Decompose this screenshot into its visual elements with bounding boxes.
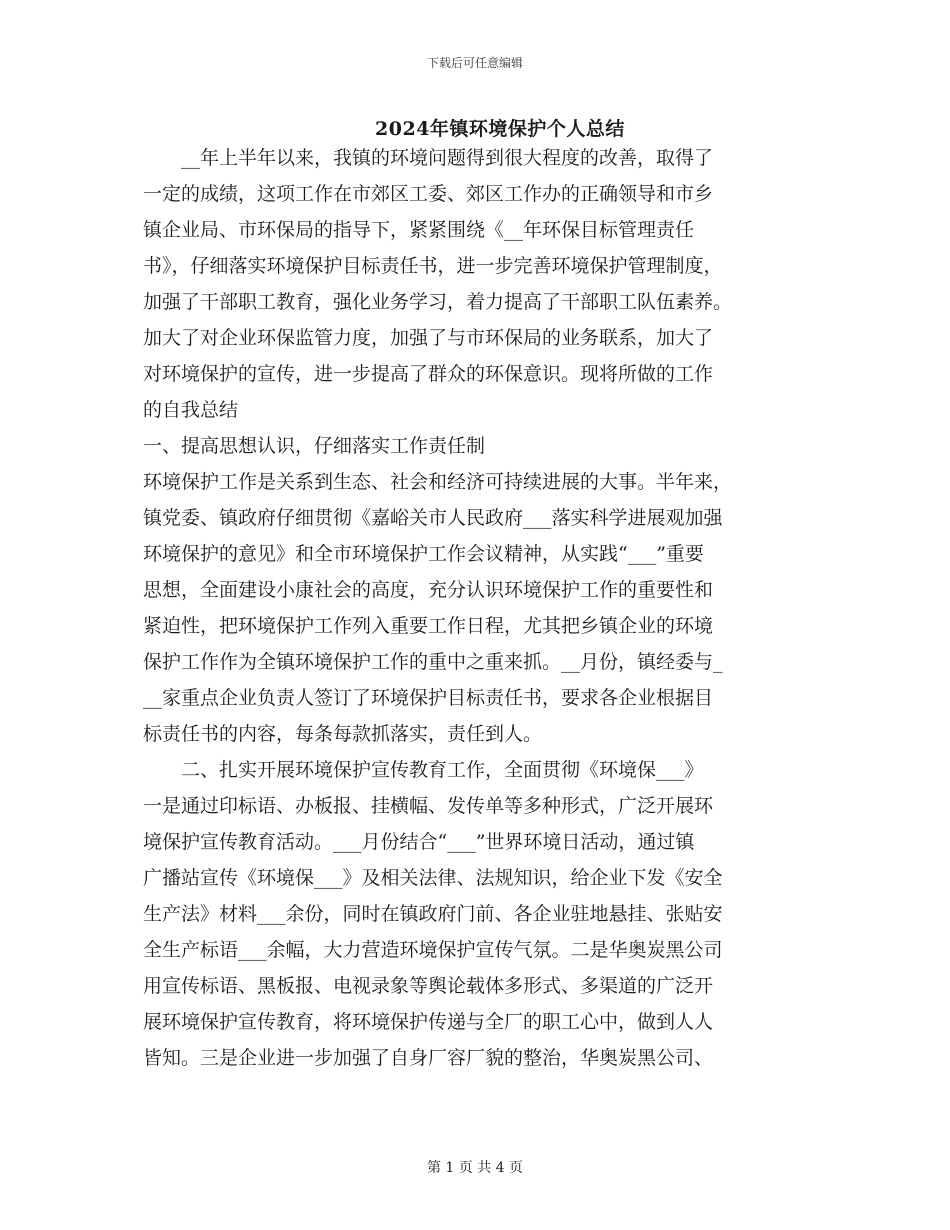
paragraph-line: 保护工作作为全镇环境保护工作的重中之重来抓。__月份，镇经委与_ bbox=[143, 651, 723, 673]
paragraph-line: 用宣传标语、黑板报、电视录象等舆论载体多形式、多渠道的广泛开 bbox=[143, 975, 714, 997]
paragraph-line: 皆知。三是企业进一步加强了自身厂容厂貌的整治，华奥炭黑公司、 bbox=[143, 1047, 714, 1069]
paragraph-line: 镇党委、镇政府仔细贯彻《嘉峪关市人民政府___落实科学进展观加强 bbox=[143, 507, 723, 529]
paragraph-line: 广播站宣传《环境保___》及相关法律、法规知识，给企业下发《安全 bbox=[143, 867, 723, 889]
paragraph-line: 境保护宣传教育活动。___月份结合“___”世界环境日活动，通过镇 bbox=[143, 831, 695, 853]
paragraph-line: __年上半年以来，我镇的环境问题得到很大程度的改善，取得了 bbox=[181, 147, 714, 169]
paragraph-line: 展环境保护宣传教育，将环境保护传递与全厂的职工心中，做到人人 bbox=[143, 1011, 714, 1033]
paragraph-line: __家重点企业负责人签订了环境保护目标责任书，要求各企业根据目 bbox=[143, 687, 714, 709]
page-footer-page-number: 第 1 页 共 4 页 bbox=[426, 1160, 524, 1176]
paragraph-line: 一定的成绩，这项工作在市郊区工委、郊区工作办的正确领导和市乡 bbox=[143, 183, 714, 205]
page-header-note: 下载后可任意编辑 bbox=[426, 56, 523, 70]
paragraph-line: 书》，仔细落实环境保护目标责任书，进一步完善环境保护管理制度， bbox=[143, 255, 723, 277]
paragraph-line: 加强了干部职工教育，强化业务学习，着力提高了干部职工队伍素养。 bbox=[143, 291, 733, 313]
paragraph-line: 的自我总结 bbox=[143, 399, 239, 421]
paragraph-line: 全生产标语___余幅，大力营造环境保护宣传气氛。二是华奥炭黑公司 bbox=[143, 939, 723, 961]
paragraph-line: 环境保护工作是关系到生态、社会和经济可持续进展的大事。半年来， bbox=[143, 471, 733, 493]
document-title: 2024年镇环境保护个人总结 bbox=[375, 118, 625, 140]
paragraph-line: 环境保护的意见》和全市环境保护工作会议精神，从实践“___”重要 bbox=[143, 543, 704, 565]
section-heading: 二、扎实开展环境保护宣传教育工作，全面贯彻《环境保___》 bbox=[181, 759, 704, 781]
paragraph-line: 紧迫性，把环境保护工作列入重要工作日程，尤其把乡镇企业的环境 bbox=[143, 615, 714, 637]
document-body bbox=[143, 140, 808, 1076]
paragraph-line: 一是通过印标语、办板报、挂横幅、发传单等多种形式，广泛开展环 bbox=[143, 795, 714, 817]
paragraph-line: 标责任书的内容，每条每款抓落实，责任到人。 bbox=[143, 723, 543, 745]
paragraph-line: 生产法》材料___余份，同时在镇政府门前、各企业驻地悬挂、张贴安 bbox=[143, 903, 723, 925]
paragraph-line: 加大了对企业环保监管力度，加强了与市环保局的业务联系，加大了 bbox=[143, 327, 714, 349]
paragraph-line: 对环境保护的宣传，进一步提高了群众的环保意识。现将所做的工作 bbox=[143, 363, 714, 385]
section-heading: 一、提高思想认识，仔细落实工作责任制 bbox=[143, 435, 486, 457]
paragraph-line: 镇企业局、市环保局的指导下，紧紧围绕《__年环保目标管理责任 bbox=[143, 219, 695, 241]
paragraph-line: 思想，全面建设小康社会的高度，充分认识环境保护工作的重要性和 bbox=[143, 579, 714, 601]
